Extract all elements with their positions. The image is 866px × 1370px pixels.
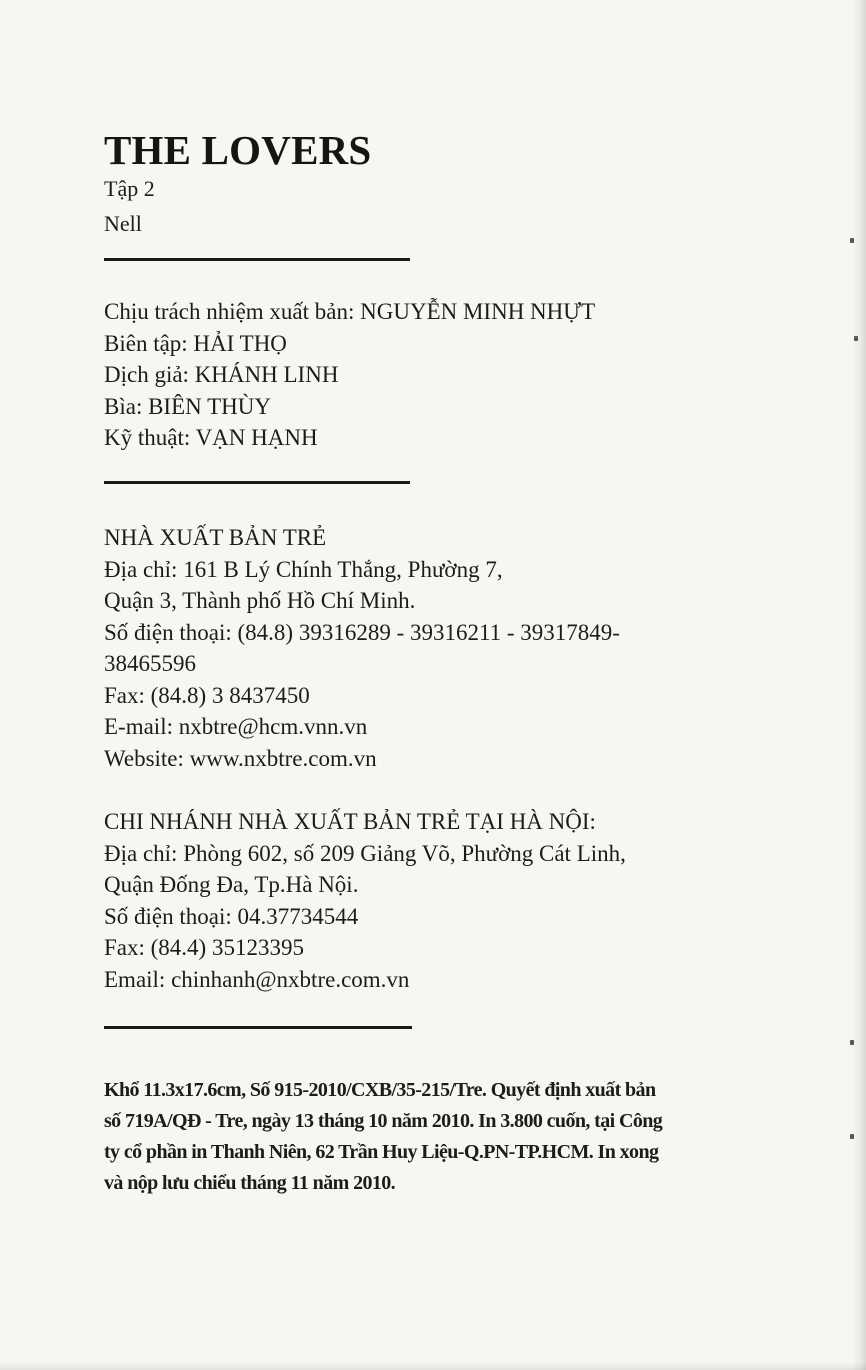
credit-translator: Dịch giả: KHÁNH LINH <box>104 362 339 387</box>
branch-name: CHI NHÁNH NHÀ XUẤT BẢN TRẺ TẠI HÀ NỘI: <box>104 809 596 834</box>
publisher-phone-line1: Số điện thoại: (84.8) 39316289 - 39316211 - 39317849- <box>104 619 620 645</box>
notice-line: số 719A/QĐ - Tre, ngày 13 tháng 10 năm 2010. In 3.800 cuốn, tại Công <box>104 1110 663 1132</box>
credits-block <box>104 296 595 454</box>
publisher-address-line2: Quận 3, Thành phố Hồ Chí Minh. <box>104 588 416 613</box>
branch-phone: Số điện thoại: 04.37734544 <box>104 903 359 929</box>
branch-block <box>104 806 626 995</box>
notice-line: và nộp lưu chiểu tháng 11 năm 2010. <box>104 1172 396 1194</box>
branch-address-line1: Địa chỉ: Phòng 602, số 209 Giảng Võ, Phường Cát Linh, <box>104 840 626 866</box>
branch-address-line2: Quận Đống Đa, Tp.Hà Nội. <box>104 872 359 897</box>
scan-speck <box>850 1040 854 1045</box>
notice-line: Khổ 11.3x17.6cm, Số 915-2010/CXB/35-215/Tre. Quyết định xuất bản <box>104 1079 656 1101</box>
publisher-email: E-mail: nxbtre@hcm.vnn.vn <box>104 714 368 739</box>
publisher-block <box>104 522 620 774</box>
printing-notice <box>104 1075 816 1199</box>
volume-label: Tập 2 <box>104 176 155 201</box>
scan-speck <box>854 336 858 341</box>
publisher-address-line1: Địa chỉ: 161 B Lý Chính Thắng, Phường 7, <box>104 556 503 582</box>
divider-rule <box>104 258 410 261</box>
page-edge-shadow <box>852 0 866 1370</box>
branch-email: Email: chinhanh@nxbtre.com.vn <box>104 966 410 992</box>
author-name: Nell <box>104 211 142 236</box>
divider-rule <box>104 1026 412 1029</box>
credit-technical: Kỹ thuật: VẠN HẠNH <box>104 425 318 450</box>
page-bottom-shadow <box>0 1362 866 1370</box>
scan-speck <box>850 238 854 243</box>
publisher-website: Website: www.nxbtre.com.vn <box>104 745 377 771</box>
book-title: THE LOVERS <box>104 127 372 173</box>
scan-speck <box>850 1134 854 1139</box>
publisher-phone-line2: 38465596 <box>104 651 196 676</box>
publisher-name: NHÀ XUẤT BẢN TRẺ <box>104 525 327 550</box>
credit-cover: Bìa: BIÊN THÙY <box>104 393 271 419</box>
credit-publisher-responsible: Chịu trách nhiệm xuất bản: NGUYỄN MINH NHỰT <box>104 299 596 324</box>
publisher-fax: Fax: (84.8) 3 8437450 <box>104 682 310 708</box>
credit-editor: Biên tập: HẢI THỌ <box>104 330 287 356</box>
divider-rule <box>104 481 410 484</box>
branch-fax: Fax: (84.4) 35123395 <box>104 935 304 960</box>
notice-line: ty cổ phần in Thanh Niên, 62 Trần Huy Liệu-Q.PN-TP.HCM. In xong <box>104 1141 659 1163</box>
